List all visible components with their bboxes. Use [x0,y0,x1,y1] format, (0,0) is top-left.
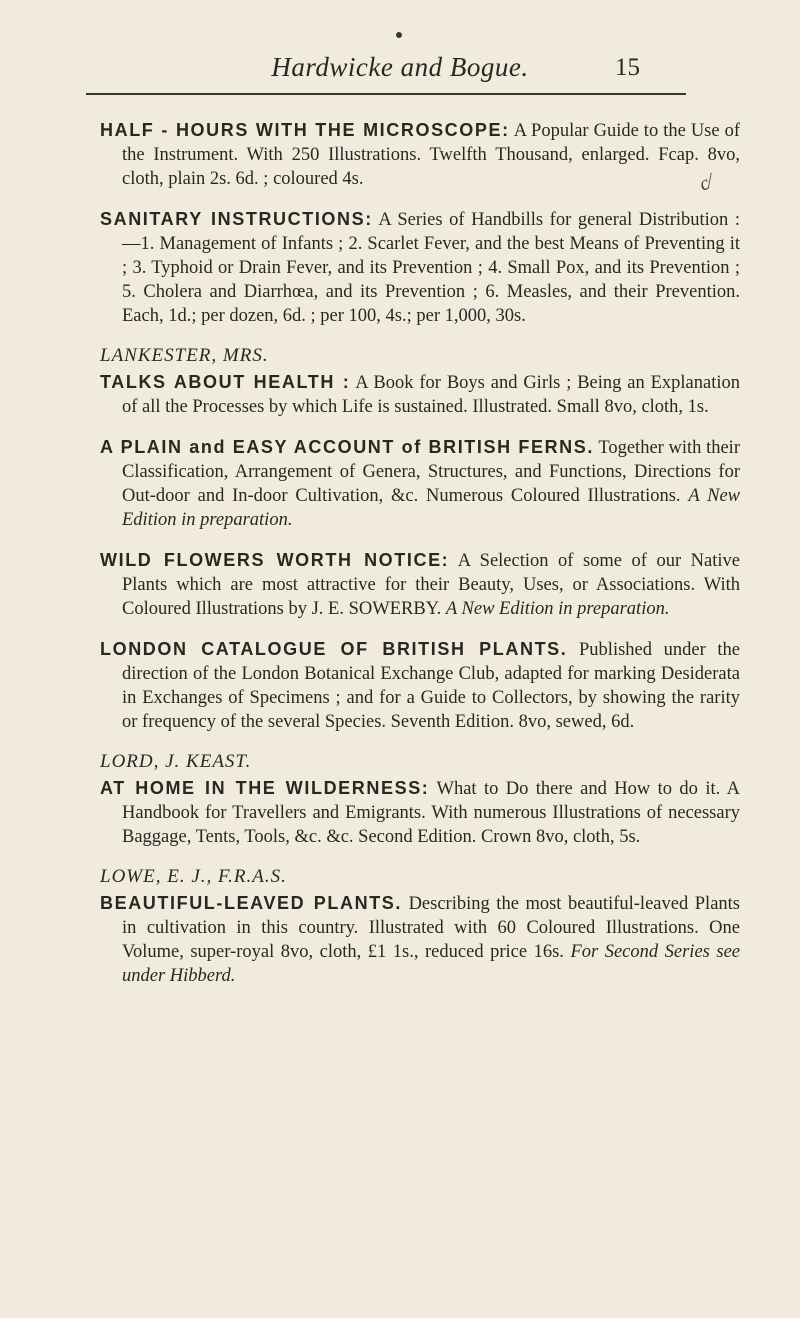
entry-description: A Selection of some of our Native Plants which are most attractive for their Beauty, Uses, or Associations. With Coloured Illustrations by J. E. SOWERBY. [122,551,740,619]
catalogue-entry [100,118,740,191]
entry-note: For Second Series see under Hibberd. [122,942,741,986]
running-head [0,52,800,92]
entry-heading: TALKS ABOUT HEALTH : [100,372,351,392]
author-name: LANKESTER, MRS. [100,345,269,366]
entry-description: Published under the direction of the London Botanical Exchange Club, adapted for marking Desiderata in Exchanges of Specimens ; and for a Guide to Collectors, by showing the rarity or frequency of the several Species. Seventh Edition. 8vo, sewed, 6d. [122,640,740,732]
entry-body [100,891,740,988]
entry-description: A Popular Guide to the Use of the Instrument. With 250 Illustrations. Twelfth Thousand, enlarged. Fcap. 8vo, cloth, plain 2s. 6d. ; coloured 4s. [122,121,741,189]
catalogue-listing [100,118,740,1004]
catalogue-entry [100,435,740,532]
entry-description: What to Do there and How to do it. A Handbook for Travellers and Emigrants. With numerous Illustrations of necessary Baggage, Tents, Tools, &c. &c. Second Edition. Crown 8vo, cloth, 5s. [122,779,740,847]
entry-heading: HALF - HOURS WITH THE MICROSCOPE: [100,120,510,140]
entry-body [100,637,740,734]
catalogue-entry [100,637,740,734]
catalogue-entry [100,344,740,419]
entry-heading: WILD FLOWERS WORTH NOTICE: [100,550,450,570]
entry-body [100,370,740,419]
entry-heading: A PLAIN and EASY ACCOUNT of BRITISH FERNS. [100,437,594,457]
entry-note: A New Edition in preparation. [122,486,741,530]
author-name: LORD, J. KEAST. [100,751,252,772]
margin-pencil-mark: c⁄ [695,170,717,196]
entry-description: Describing the most beautiful-leaved Plants in cultivation in this country. Illustrated with 60 Coloured Illustrations. One Volume, super-royal 8vo, cloth, £1 1s., reduced price 16s. [122,894,740,962]
entry-body [100,776,740,849]
catalogue-entry [100,207,740,328]
entry-description: A Series of Handbills for general Distribution :—1. Management of Infants ; 2. Scarlet Fever, and the best Means of Preventing it ; 3. Typhoid or Drain Fever, and its Prevention ; 4. Small Pox, and its Prevention ; 5. Cholera and Diarrhœa, and its Prevention ; 6. Measles, and their Prevention. Each, 1d.; per dozen, 6d. ; per 100, 4s.; per 1,000, 30s. [122,210,740,326]
page-number: 15 [615,54,640,81]
entry-body [100,118,740,191]
entry-heading: BEAUTIFUL-LEAVED PLANTS. [100,893,402,913]
entry-description: Together with their Classification, Arrangement of Genera, Structures, and Functions, Directions for Out-door and In-door Cultivation, &c. Numerous Coloured Illustrations. [122,438,740,506]
entry-body [100,435,740,532]
entry-heading: AT HOME IN THE WILDERNESS: [100,778,430,798]
entry-heading: LONDON CATALOGUE OF BRITISH PLANTS. [100,639,568,659]
running-title: Hardwicke and Bogue. [271,52,529,82]
ink-dot [396,32,402,38]
catalogue-entry [100,865,740,988]
entry-body [100,548,740,621]
entry-description: A Book for Boys and Girls ; Being an Explanation of all the Processes by which Life is sustained. Illustrated. Small 8vo, cloth, 1s. [122,373,740,417]
author-name: LOWE, E. J., F.R.A.S. [100,866,287,887]
entry-note: A New Edition in preparation. [445,599,670,619]
entry-heading: SANITARY INSTRUCTIONS: [100,209,373,229]
entry-body [100,207,740,328]
catalogue-entry [100,750,740,849]
catalogue-entry [100,548,740,621]
header-rule [86,93,686,95]
